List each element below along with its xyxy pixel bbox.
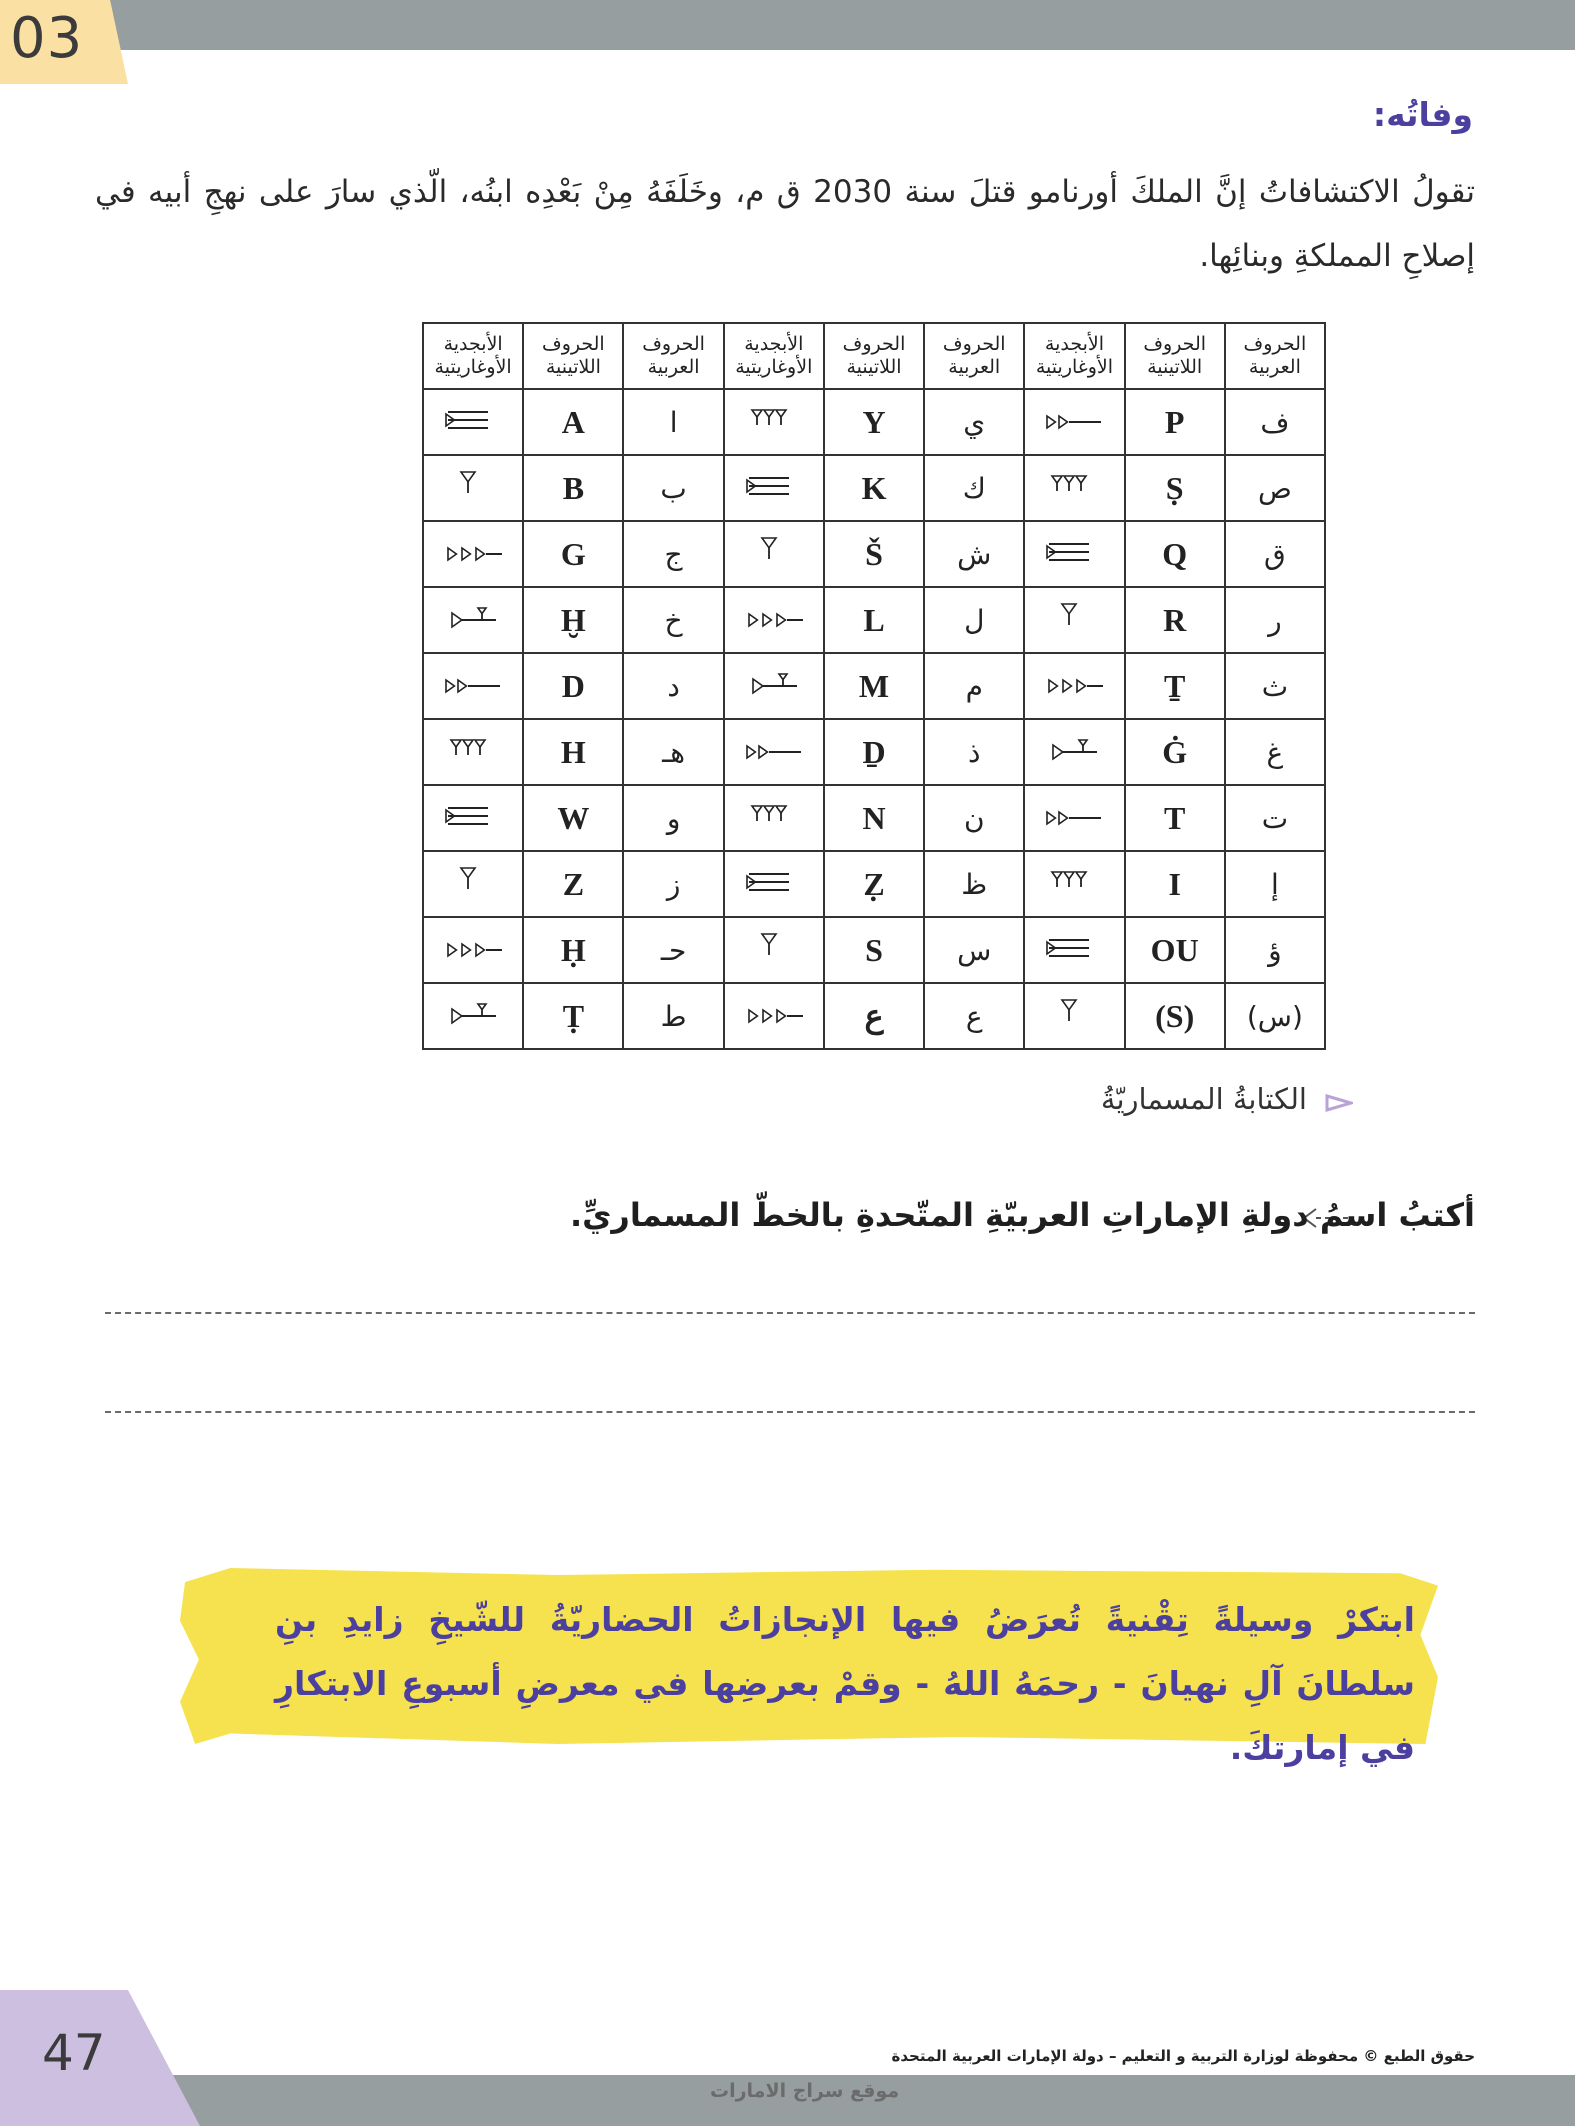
arabic-letter-cell: ر [1225, 587, 1325, 653]
ugaritic-glyph-cell [423, 455, 523, 521]
ugaritic-glyph-cell [724, 851, 824, 917]
ugaritic-glyph-cell [724, 785, 824, 851]
ugaritic-glyph-cell [1024, 785, 1124, 851]
table-row [423, 389, 1325, 455]
arabic-letter-cell: ث [1225, 653, 1325, 719]
ugaritic-glyph-cell [1024, 653, 1124, 719]
ugaritic-glyph-cell [423, 719, 523, 785]
table-row [423, 983, 1325, 1049]
table-row [423, 719, 1325, 785]
latin-letter-cell: L [824, 587, 924, 653]
section-title: وفاتُه: [1372, 95, 1473, 134]
answer-line-1[interactable] [105, 1312, 1475, 1314]
latin-letter-cell: Ṭ [523, 983, 623, 1049]
arabic-letter-cell: ز [623, 851, 723, 917]
copyright-text: حقوق الطبع © محفوظة لوزارة التربية و التعليم – دولة الإمارات العربية المتحدة [891, 2047, 1475, 2065]
arabic-letter-cell: ن [924, 785, 1024, 851]
table-row [423, 851, 1325, 917]
top-bar [0, 0, 1575, 50]
latin-letter-cell: H [523, 719, 623, 785]
arabic-letter-cell: م [924, 653, 1024, 719]
body-paragraph: تقولُ الاكتشافاتُ إنَّ الملكَ أورنامو قتلَ سنة 2030 ق م، وخَلَفَهُ مِنْ بَعْدِه ابنُه، الّذي سارَ على نهجِ أبيه في إصلاحِ المملكةِ وبنائِها. [95, 174, 1475, 274]
figure-caption: الكتابةُ المسماريّةُ [1100, 1082, 1307, 1116]
arabic-letter-cell: ظ [924, 851, 1024, 917]
table-header: الحروف اللاتينية [1125, 323, 1225, 389]
ugaritic-glyph-cell [423, 983, 523, 1049]
latin-letter-cell: (S) [1125, 983, 1225, 1049]
ugaritic-glyph-cell [724, 653, 824, 719]
ugaritic-glyph-cell [724, 521, 824, 587]
arabic-letter-cell: ل [924, 587, 1024, 653]
table-row [423, 917, 1325, 983]
ugaritic-glyph-cell [1024, 851, 1124, 917]
latin-letter-cell: Ṯ [1125, 653, 1225, 719]
ugaritic-glyph-cell [1024, 521, 1124, 587]
table-row [423, 521, 1325, 587]
latin-letter-cell: B [523, 455, 623, 521]
table-header: الحروف العربية [924, 323, 1024, 389]
table-row [423, 653, 1325, 719]
triangle-bullet-icon [1325, 1094, 1353, 1112]
page-number: 47 [42, 2024, 106, 2082]
ugaritic-glyph-cell [724, 455, 824, 521]
latin-letter-cell: ع [824, 983, 924, 1049]
ugaritic-glyph-cell [423, 785, 523, 851]
unit-number: 03 [10, 6, 84, 71]
table-header-row [423, 323, 1325, 389]
ugaritic-glyph-cell [1024, 917, 1124, 983]
arabic-letter-cell: ق [1225, 521, 1325, 587]
arabic-letter-cell: ص [1225, 455, 1325, 521]
ugaritic-glyph-cell [1024, 983, 1124, 1049]
latin-letter-cell: R [1125, 587, 1225, 653]
arabic-letter-cell: هـ [623, 719, 723, 785]
table-row [423, 455, 1325, 521]
arabic-letter-cell: ش [924, 521, 1024, 587]
table-header: الأبجدية الأوغاريتية [423, 323, 523, 389]
arabic-letter-cell: غ [1225, 719, 1325, 785]
latin-letter-cell: Z [523, 851, 623, 917]
arabic-letter-cell: خ [623, 587, 723, 653]
table-header: الأبجدية الأوغاريتية [724, 323, 824, 389]
table-header: الحروف اللاتينية [824, 323, 924, 389]
latin-letter-cell: W [523, 785, 623, 851]
arabic-letter-cell: ا [623, 389, 723, 455]
latin-letter-cell: OU [1125, 917, 1225, 983]
arabic-letter-cell: إ [1225, 851, 1325, 917]
latin-letter-cell: D [523, 653, 623, 719]
latin-letter-cell: S [824, 917, 924, 983]
cuneiform-table [422, 322, 1326, 1047]
latin-letter-cell: Š [824, 521, 924, 587]
latin-letter-cell: I [1125, 851, 1225, 917]
latin-letter-cell: A [523, 389, 623, 455]
ugaritic-glyph-cell [1024, 719, 1124, 785]
latin-letter-cell: Ḏ [824, 719, 924, 785]
latin-letter-cell: Ḫ [523, 587, 623, 653]
latin-letter-cell: M [824, 653, 924, 719]
arabic-letter-cell: س [924, 917, 1024, 983]
arabic-letter-cell: ؤ [1225, 917, 1325, 983]
arabic-letter-cell: ي [924, 389, 1024, 455]
arabic-letter-cell: حـ [623, 917, 723, 983]
latin-letter-cell: Ġ [1125, 719, 1225, 785]
ugaritic-glyph-cell [423, 587, 523, 653]
latin-letter-cell: P [1125, 389, 1225, 455]
activity-prompt: أكتبُ اسمُ دولةِ الإماراتِ العربيّةِ المتّحدةِ بالخطّ المسماريِّ. [569, 1196, 1475, 1234]
ugaritic-glyph-cell [1024, 587, 1124, 653]
ugaritic-glyph-cell [423, 521, 523, 587]
ugaritic-glyph-cell [423, 917, 523, 983]
latin-letter-cell: Ṣ [1125, 455, 1225, 521]
arabic-letter-cell: د [623, 653, 723, 719]
ugaritic-glyph-cell [724, 587, 824, 653]
table-header: الحروف العربية [623, 323, 723, 389]
table-row [423, 785, 1325, 851]
latin-letter-cell: N [824, 785, 924, 851]
ugaritic-glyph-cell [1024, 389, 1124, 455]
table-row [423, 587, 1325, 653]
latin-letter-cell: Q [1125, 521, 1225, 587]
latin-letter-cell: K [824, 455, 924, 521]
latin-letter-cell: T [1125, 785, 1225, 851]
arabic-letter-cell: (س) [1225, 983, 1325, 1049]
table-header: الحروف اللاتينية [523, 323, 623, 389]
ugaritic-glyph-cell [423, 653, 523, 719]
latin-letter-cell: Ḥ [523, 917, 623, 983]
arabic-letter-cell: ع [924, 983, 1024, 1049]
arabic-letter-cell: ك [924, 455, 1024, 521]
arabic-letter-cell: ذ [924, 719, 1024, 785]
arabic-letter-cell: ف [1225, 389, 1325, 455]
arabic-letter-cell: ج [623, 521, 723, 587]
ugaritic-glyph-cell [423, 851, 523, 917]
highlight-text: ابتكرْ وسيلةً تِقْنيةً تُعرَضُ فيها الإنجازاتُ الحضاريّةُ للشّيخِ زايدِ بنِ سلطانَ آلِ نهيانَ - رحمَهُ اللهُ - وقمْ بعرضِها في معرضِ أسبوعِ الابتكارِ في إمارتكَ. [275, 1600, 1415, 1767]
ugaritic-glyph-cell [724, 983, 824, 1049]
arabic-letter-cell: ت [1225, 785, 1325, 851]
ugaritic-glyph-cell [724, 719, 824, 785]
table-header: الأبجدية الأوغاريتية [1024, 323, 1124, 389]
arabic-letter-cell: و [623, 785, 723, 851]
latin-letter-cell: Y [824, 389, 924, 455]
ugaritic-glyph-cell [724, 917, 824, 983]
footer-watermark: موقع سراج الامارات [710, 2080, 900, 2102]
arabic-letter-cell: ب [623, 455, 723, 521]
ugaritic-glyph-cell [1024, 455, 1124, 521]
latin-letter-cell: Ẓ [824, 851, 924, 917]
table-header: الحروف العربية [1225, 323, 1325, 389]
answer-line-2[interactable] [105, 1411, 1475, 1413]
latin-letter-cell: G [523, 521, 623, 587]
arabic-letter-cell: ط [623, 983, 723, 1049]
ugaritic-glyph-cell [423, 389, 523, 455]
ugaritic-glyph-cell [724, 389, 824, 455]
